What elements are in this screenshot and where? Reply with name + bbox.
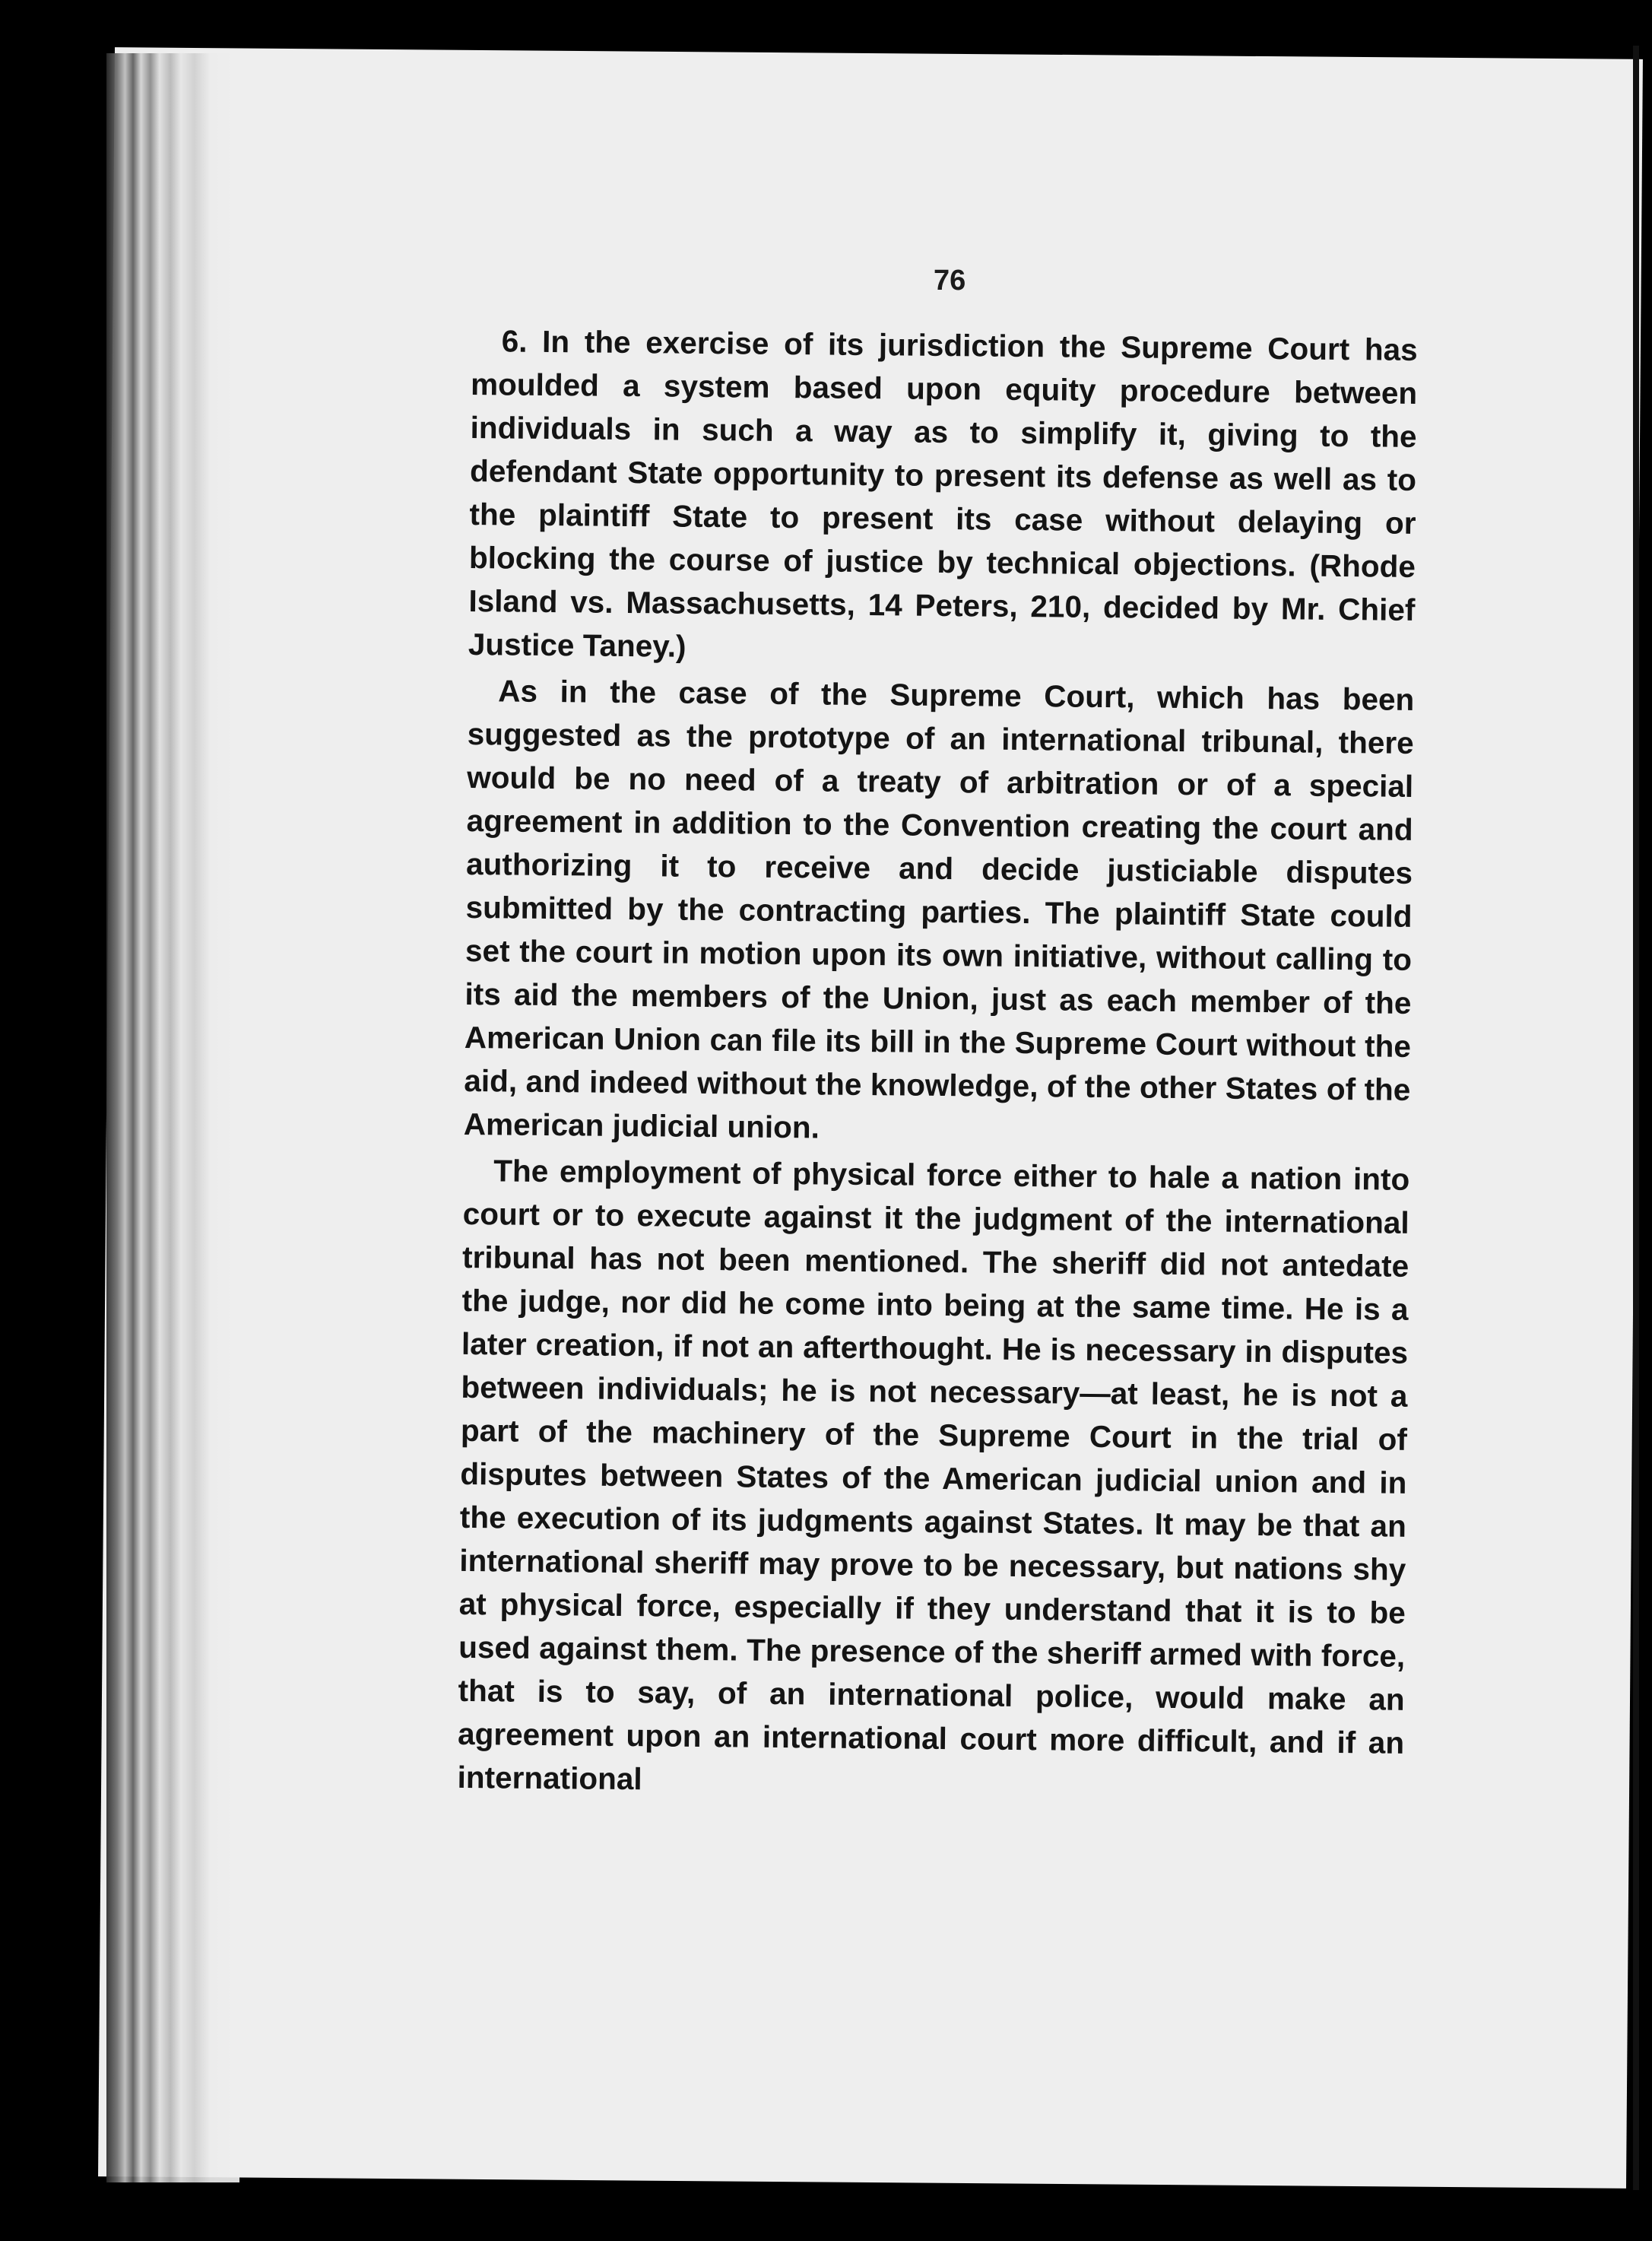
book-binding-edge (106, 53, 239, 2182)
page-number: 76 (934, 265, 966, 297)
page-edge-rule (1633, 46, 1639, 2190)
body-text (457, 319, 1418, 1811)
paragraph-jurisdiction: 6. In the exercise of its jurisdiction the Supreme Court has moulded a system based upon equity procedure between individuals in such a way as to simplify it, giving to the defendant State opportunity to present its defense as well as to the plaintiff State to present its case without delaying or blocking the course of justice by technical objections. (Rhode Island vs. Massachusetts, 14 Peters, 210, decided by Mr. Chief Justice Taney.) (468, 323, 1418, 664)
paragraph-physical-force: The employment of physical force either to hale a nation into court or to execute against it the judgment of the international tribunal has not been mentioned. The sheriff did not antedate the judge, nor did he come into being at the same time. He is a later creation, if not an afterthought. He is necessary in disputes between individuals; he is not necessary—at least, he is not a part of the machinery of the Supreme Court in the trial of disputes between States of the American judicial union and in the execution of its judgments against States. It may be that an international sheriff may prove to be necessary, but nations shy at physical force, especially if they understand that it is to be used against them. The presence of the sheriff armed with force, that is to say, of an international police, would make an agreement upon an international court more difficult, and if an international (457, 1153, 1410, 1797)
paragraph-supreme-court-prototype: As in the case of the Supreme Court, which has been suggested as the prototype of an international tribunal, there would be no need of a treaty of arbitration or of a special agreement in addition to the Convention creating the court and authorizing it to receive and decide justiciable disputes submitted by the contracting parties. The plaintiff State could set the court in motion upon its own initiative, without calling to its aid the members of the Union, just as each member of the American Union can file its bill in the Supreme Court without the aid, and indeed without the knowledge, of the other States of the American judicial union. (463, 673, 1415, 1145)
